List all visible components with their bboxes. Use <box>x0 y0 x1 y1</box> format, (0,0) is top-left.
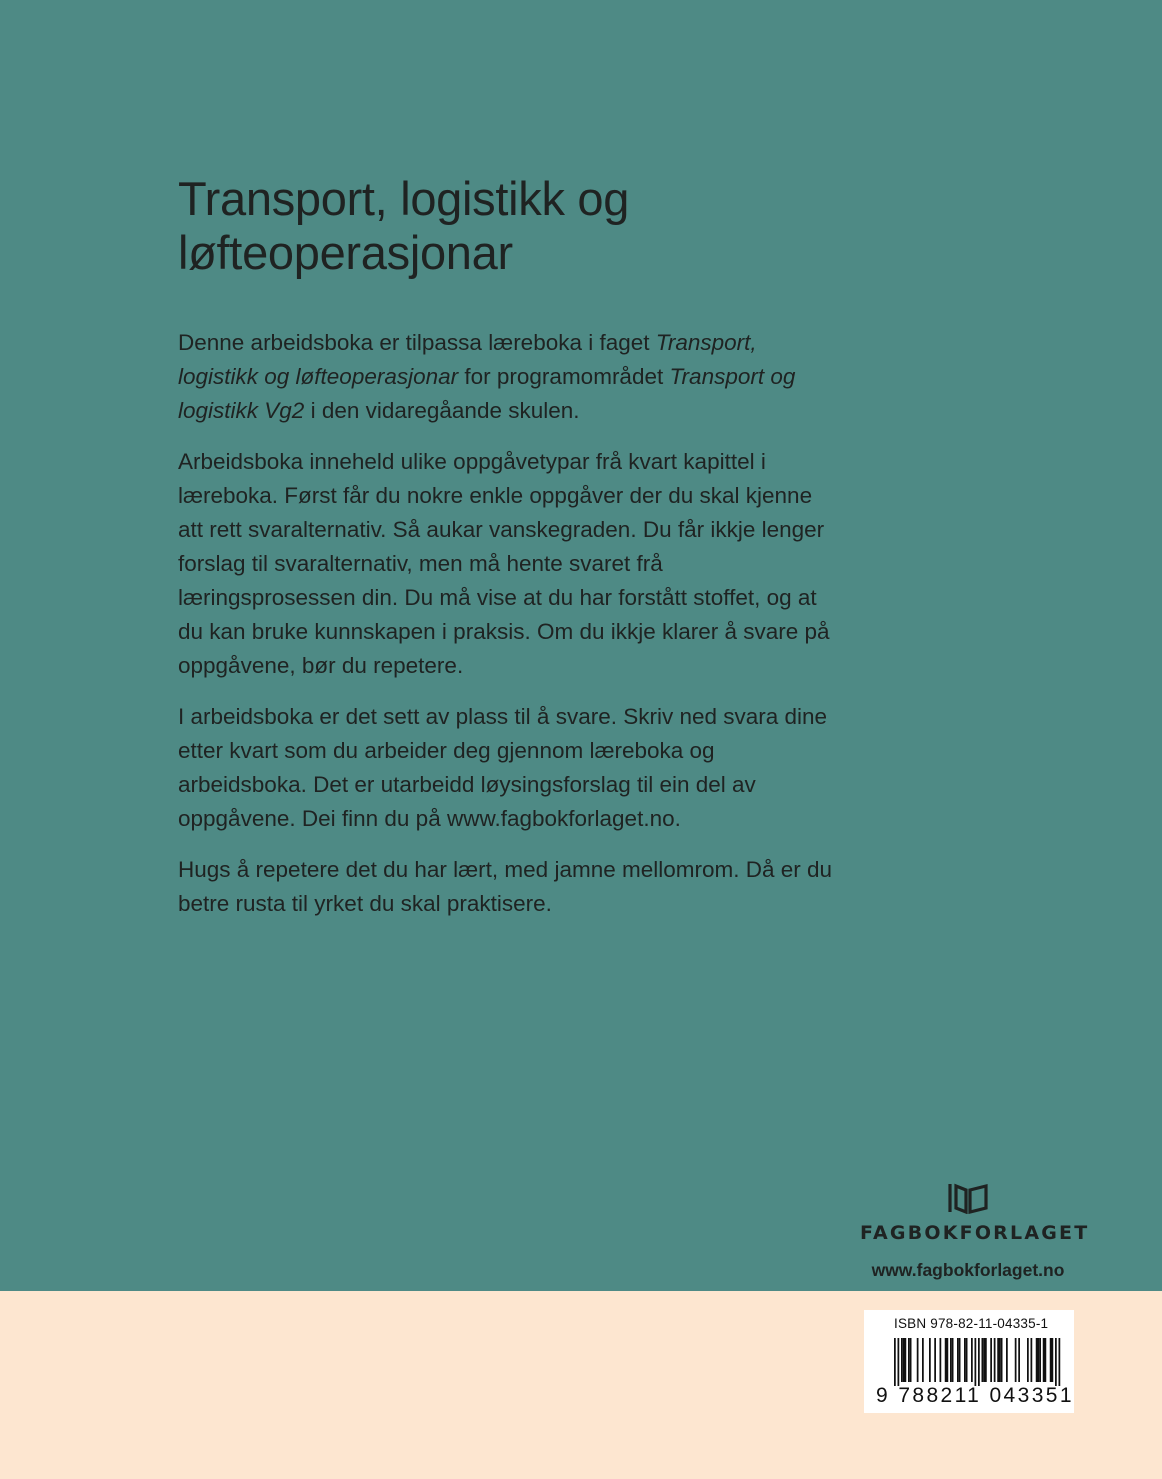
barcode-bar <box>934 1338 936 1382</box>
barcode-bar <box>1052 1338 1054 1382</box>
barcode-bar <box>905 1338 907 1382</box>
barcode-bar <box>1031 1338 1033 1382</box>
barcode-bar <box>1045 1338 1047 1382</box>
barcode-bar <box>1027 1338 1029 1382</box>
barcode-bar <box>1043 1338 1045 1382</box>
barcode-bar <box>945 1338 947 1382</box>
barcode-bar <box>994 1338 996 1382</box>
barcode-bar <box>1036 1338 1038 1382</box>
barcode-bar <box>908 1338 910 1382</box>
barcode-bar <box>1055 1338 1057 1386</box>
blurb-paragraph-3: I arbeidsboka er det sett av plass til å svare. Skriv ned svara dine etter kvart som du arbeider deg gjennom læreboka og arbeidsboka. Det er utarbeidd løysingsforslag til ein del av oppgåvene. Dei finn du på www.fagbokforlaget.no. <box>178 704 828 831</box>
barcode-bar <box>901 1338 903 1382</box>
barcode-bar <box>950 1338 952 1382</box>
barcode-bar <box>894 1338 896 1386</box>
barcode-bar <box>1059 1338 1061 1386</box>
barcode-bar <box>999 1338 1001 1382</box>
barcode-bar <box>1001 1338 1003 1382</box>
blurb-paragraph-4: Hugs å repetere det du har lært, med jamne mellomrom. Då er du betre rusta til yrket du skal praktisere. <box>178 857 833 916</box>
title-line-1: Transport, logistikk og <box>178 172 630 225</box>
blurb-paragraph-2: Arbeidsboka inneheld ulike oppgåvetypar frå kvart kapittel i læreboka. Først får du nokre enkle oppgåver der du skal kjenne att rett svaralternativ. Så aukar vanskegraden. Du får ikkje lenger forslag til svaralternativ, men må hente svaret frå læringsprosessen din. Du må vise at du har forstått stoffet, og at du kan bruke kunnskapen i praksis. Om du ikkje klarer å svare på oppgåvene, bør du repetere. <box>178 449 830 678</box>
publisher-logo <box>860 1182 1090 1281</box>
p1-italic-1: Transport, logistikk og løfteoperasjonar <box>178 330 757 389</box>
barcode-bar <box>898 1338 900 1386</box>
barcode-bar <box>1006 1338 1008 1382</box>
title-line-2: løfteoperasjonar <box>178 226 513 279</box>
p1-text-2: for programområdet <box>458 364 670 389</box>
barcode-bar <box>971 1338 973 1382</box>
barcode-bar <box>982 1338 984 1382</box>
barcode-bar <box>940 1338 942 1382</box>
barcode-bar <box>964 1338 966 1382</box>
barcode-bar <box>1050 1338 1052 1382</box>
barcode-bar <box>997 1338 999 1382</box>
barcode-bar <box>1018 1338 1020 1382</box>
barcode-bar <box>985 1338 987 1382</box>
blurb <box>178 326 838 938</box>
p1-text-1: Denne arbeidsboka er tilpassa læreboka i faget <box>178 330 656 355</box>
book-logo-icon <box>947 1182 989 1214</box>
barcode-bar <box>952 1338 954 1382</box>
barcode-bar <box>966 1338 968 1382</box>
barcode-bar <box>1015 1338 1017 1382</box>
barcode-bar <box>917 1338 919 1382</box>
p1-italic-2: Transport og logistikk Vg2 <box>178 364 796 423</box>
publisher-url: www.fagbokforlaget.no <box>871 1260 1065 1280</box>
barcode-digits: 9 788211 043351 <box>876 1384 1074 1407</box>
barcode-bar <box>1038 1338 1040 1382</box>
barcode-bar <box>957 1338 959 1382</box>
publisher-name: FAGBOKFORLAGET <box>860 1222 1090 1244</box>
barcode-bar <box>903 1338 905 1382</box>
barcode-bar <box>983 1338 985 1382</box>
barcode-box <box>864 1310 1074 1413</box>
barcode-bar <box>990 1338 992 1382</box>
isbn-label: ISBN 978-82-11-04335-1 <box>894 1316 1049 1331</box>
barcode-bar <box>947 1338 949 1382</box>
barcode-bar <box>975 1338 977 1386</box>
book-title <box>178 172 878 280</box>
barcode-bar <box>910 1338 912 1382</box>
barcode-bar <box>922 1338 924 1382</box>
blurb-paragraph-1 <box>178 326 838 428</box>
barcode-bar <box>959 1338 961 1382</box>
barcode-bar <box>1039 1338 1041 1382</box>
p1-text-3: i den vidaregåande skulen. <box>304 398 580 423</box>
barcode-bar <box>929 1338 931 1382</box>
barcode-bar <box>978 1338 980 1386</box>
